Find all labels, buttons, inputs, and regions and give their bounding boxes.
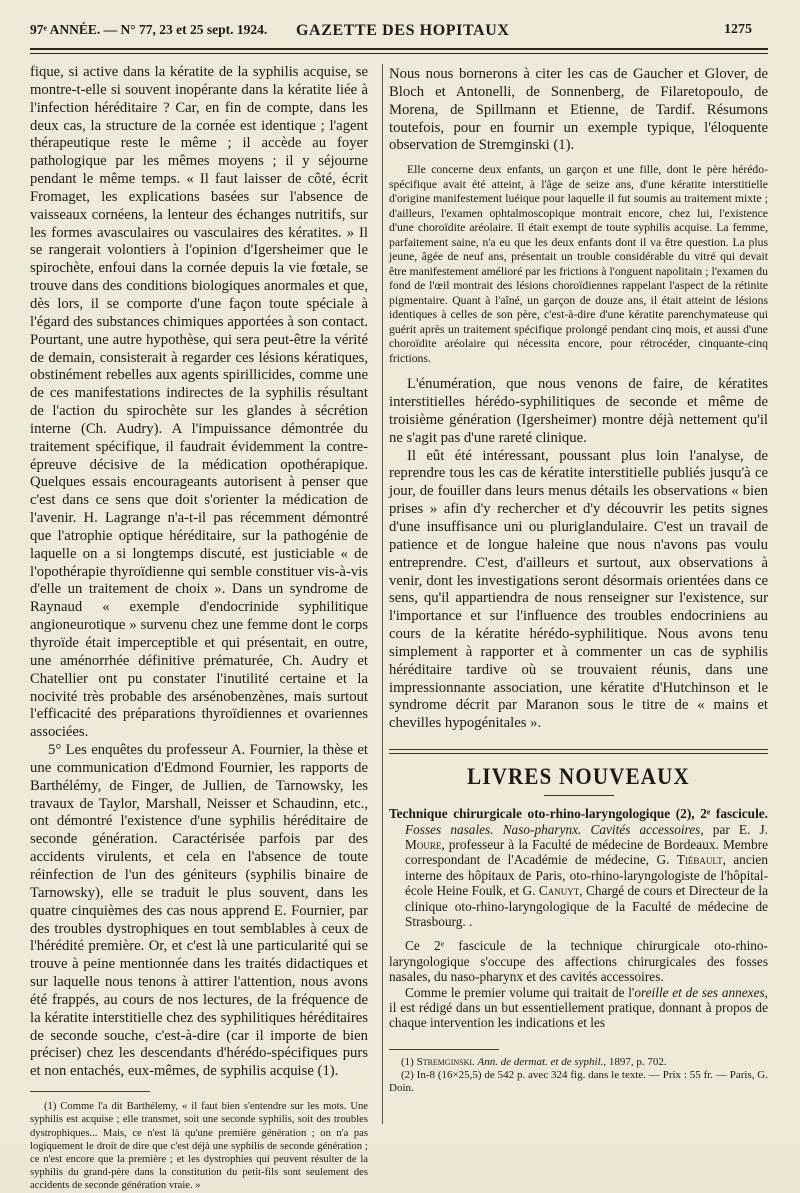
body-paragraph: 5° Les enquêtes du professeur A. Fournier, la thèse et une communication d'Edmond Fournier, les rapports de Barthélémy, de Finger, de Jullien, de Tarnowsky, les travaux de Taylor, Marshall, Neisser et Schaudinn, etc., ont démontré l'existence d'une syphilis héréditaire de seconde génération. Caractérisée parfois par des accidents virulents, et cela en l'absence de toute réinfection de l'un des géniteurs (syphilis binaire de Tarnowsky), elle se traduit le plus souvent, dans les quatre cinquièmes des cas nous apprend E. Fournier, par des troubles dystrophiques en tout semblables à ceux de l'hérédité première. Or, et c'est là une particularité qui se trouve à peine mentionnée dans les traités didactiques et sur laquelle nous tenons à attirer l'attention, nous avons été frappés, au cours de nos lectures, de la fréquence de la kératite interstitielle chez des syphilitiques héréditaires de seconde souche, c'est-à-dire (car il importe de bien préciser) chez les descendants d'hérédo-spécifiques purs et non entachés, eux-mêmes, de syphilis acquise (1). [30,742,368,1080]
footnote-rule [30,1091,150,1092]
footnote-journal: Ann. de dermat. et de syphil. [477,1055,604,1068]
body-paragraph: fique, si active dans la kératite de la syphilis acquise, se montre-t-elle si souvent inopérante dans la kératite liée à l'infection héréditaire ? Car, en fin de compte, dans les deux cas, la structure de la cornée est identique ; l'agent thérapeutique reste le même ; il accède au foyer pathologique par les mêmes moyens ; il y séjourne pendant le même temps. « Il faut laisser de côté, écrit Fromaget, les explications basées sur l'absence de vaisseaux cornéens, la lenteur des échanges nutritifs, sur les formes avasculaires ou vasculaires des kératites. » Il se rangerait volontiers à l'opinion d'Igersheimer que le spirochète, enfoui dans la cornée depuis la vie fœtale, se trouve dans des conditions biologiques anormales et que, dès lors, il se comporte d'une façon toute spéciale à l'égard des substances chimiques apportées à son contact. Pourtant, une autre hypothèse, qui sera peut-être la vérité de demain, consisterait à regarder ces lésions kératiques, obstinément rebelles aux agents spirillicides, comme une de ces manifestations indirectes de la syphilis résultant de l'action du spirochète sur les glandes à sécrétion interne (Ch. Audry). A l'impuissance démontrée du traitement spécifique, il faudrait évidemment la contre-épreuve décisive de la médication opothérapique. Quelques essais encourageants autorisent à penser que c'est dans ce sens que doit s'orienter la médication de l'avenir. H. Lagrange n'a-t-il pas récemment démontré que l'atrophie optique héréditaire, sur la pathogénie de laquelle on a si longtemps discuté, est justiciable « de l'opothérapie thyroïdienne qui semble constituer vis-à-vis d'elle un traitement de choix ». Dans un syndrome de Raynaud « exemple d'endocrinide syphilitique angioneurotique » survenu chez une femme dont le corps thyroïde était imperceptible et qui présentait, en outre, une aménorrhée définitive prématurée, Ch. Audry et Chatellier ont pu constater l'inutilité certaine et la nocivité très probable des arsénobenzènes, mais surtout l'efficacité des préparations thyroïdiennes et ovariennes associées. [30,64,368,741]
book-entry [389,806,768,929]
heading-underline [544,795,614,796]
body-paragraph: L'énumération, que nous venons de faire, de kératites interstitielles hérédo-syphilitiques de seconde et même de troisième génération (Igersheimer) montre déjà nettement qu'il ne s'agit pas d'une rareté clinique. [389,376,768,446]
author-name: Canuyt [538,883,580,899]
footnote-marker: (1) [401,1055,414,1068]
review-text: Comme le premier volume qui traitait de l' [405,984,635,1000]
book-author-text: par E. J. [712,821,768,837]
book-subtitle: Fosses nasales. Naso-pharynx. Cavités accessoires, [405,821,704,837]
header-rule [30,48,768,50]
footnote: (2) In-8 (16×25,5) de 542 p. avec 324 fig. dans le texte. — Prix : 55 fr. — Paris, G. Doin. [389,1068,768,1095]
header-rule-thin [30,53,768,54]
section-rule-thin [389,753,768,754]
review-text: , il est rédigé dans un but essentiellement pratique, donnant à propos de chaque intervention les indications et les [389,984,768,1031]
section-heading: LIVRES NOUVEAUX [467,762,690,790]
left-column [30,64,368,1193]
footnote: (1) Comme l'a dit Barthélemy, « il faut bien s'entendre sur les mots. Une syphilis est acquise ; elle transmet, soit une seconde syphilis, soit des troubles dystrophiques... Mais, ce n'est là qu'une première génération ; on n'a pas logiquement le droit de dire que c'est déjà une syphilis de seconde génération ; ce n'est encore que la première ; et les dystrophies qui peuvent résulter de la syphilis du grand-père dans la constitution du petit-fils sont seulement des accidents de seconde génération vraie. » [30,1101,368,1192]
review-paragraph [389,985,768,1031]
right-column [389,66,768,1095]
review-italic: oreille et de ses annexes [634,984,765,1000]
section-rule [389,749,768,750]
footnote [389,1056,768,1069]
body-paragraph: Nous nous bornerons à citer les cas de Gaucher et Glover, de Bloch et Antonelli, de Sonnenberg, de Filaretopoulo, de Morena, de Spillmann et Etienne, de Tardif. Résumons toutefois, pour en fournir un exemple typique, l'éloquente observation de Stremginski (1). [389,66,768,154]
book-author-text: , Chargé de cours et Directeur de la clinique oto-rhino-laryngologique de la Faculté de médecine de Strasbourg. . [405,883,769,929]
issue-info: 97ᵉ ANNÉE. — N° 77, 23 et 25 sept. 1924. [30,22,268,37]
author-name: Moure [405,836,442,852]
book-title: Technique chirurgicale oto-rhino-laryngologique (2), 2ᵉ fascicule. [389,806,768,822]
body-paragraph: Il eût été intéressant, poussant plus loin l'analyse, de reprendre tous les cas de kératite interstitielle publiés jusqu'à ce jour, de fouiller dans leurs menus détails les observations « bien prises » afin d'y rechercher et d'y découvrir les petits signes d'une insuffisance uni ou pluriglandulaire. C'est un travail de patience et de longue haleine que nous n'avons pas voulu entreprendre. C'est, d'ailleurs et surtout, aux observations à venir, dont les investigations seront désormais orientées dans ce sens, qu'il appartiendra de nous renseigner sur l'existence, sur l'importance et sur l'influence des troubles endocriniens au cours de la kératite hérédo-syphilitique. Nous avons tenu simplement à rapporter et à commenter un cas de syphilis héréditaire tardive où se trouvaient réunis, dans une impressionnante association, une kératite d'Hutchinson et le syndrome décrit par Maranon sous le titre de « mains et chevilles hypogénitales ». [389,447,768,732]
column-divider [382,64,383,1124]
book-author-text: , professeur à la Faculté de médecine de Bordeaux. Membre correspondant de l'Académie de médecine, G. [405,836,768,868]
journal-title: GAZETTE DES HOPITAUX [296,22,510,39]
footnote-author: Stremginski [416,1055,473,1068]
review-paragraph: Ce 2ᵉ fascicule de la technique chirurgicale oto-rhino-laryngologique s'occupe des affections chirurgicales des fosses nasales, du naso-pharynx et des cavités accessoires. [389,938,768,985]
observation-paragraph: Elle concerne deux enfants, un garçon et une fille, dont le père hérédo-spécifique avait été atteint, à l'âge de seize ans, d'une kératite interstitielle d'origine manifestement luéique pour laquelle il fut soumis au traitement mixte ; d'ailleurs, l'examen ophtalmoscopique montrait encore, chez lui, l'existence d'une choroïdite aréolaire. Il était exempt de toute syphilis acquise. La femme, parfaitement saine, n'a eu que les deux enfants dont il va être question. La plus jeune, âgée de neuf ans, présentait un trouble considérable du vitré qui devait être manifestement amélioré par les frictions à l'onguent napolitain ; l'examen du fond de l'œil montrait des lésions choroïdiennes rappelant l'aspect de la rétinite pigmentaire. Quant à l'aîné, un garçon de douze ans, il était atteint de lésions identiques à celles de son père, c'est-à-dire d'une kératite parenchymateuse qui guérit après un traitement spécifique prolongé pendant cinq mois, et aussi d'une choroïdite aréolaire qui nécessita encore, pour rétrocéder, cinquante-cinq frictions. [389,163,768,365]
footnote-text: . [472,1055,475,1068]
footnote-text: , 1897, p. 702. [603,1055,667,1068]
footnote-rule [389,1049,499,1050]
page-number: 1275 [724,22,752,37]
author-name: Tiébault [676,852,723,868]
book-author-text: , ancien interne des hôpitaux de Paris, oto-rhino-laryngologiste de l'hôpital-école Heine Foulk, et G. [405,852,768,899]
